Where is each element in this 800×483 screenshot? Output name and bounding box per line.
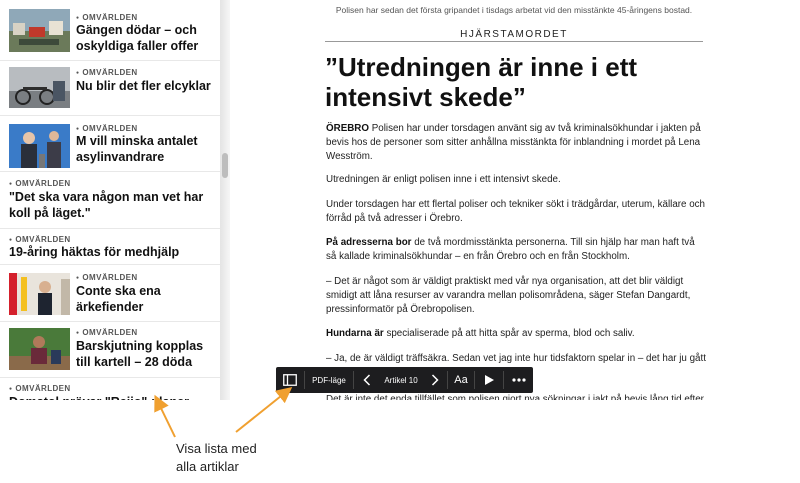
category-label: ● OMVÄRLDEN: [76, 68, 138, 77]
category-label: ● OMVÄRLDEN: [9, 235, 71, 244]
article-title: ”Utredningen är inne i ett intensivt skede”: [325, 52, 638, 112]
category-label: ● OMVÄRLDEN: [76, 273, 138, 282]
article-paragraph: – Ja, de är väldigt träffsäkra. Sedan vet jag inte hur tidsfaktorn spelar in – det har ju gått: [326, 353, 706, 364]
section-label: HJÄRSTAMORDET: [460, 29, 568, 40]
headline: Conte ska ena ärkefiender: [76, 284, 161, 314]
article-indicator: Artikel 10: [384, 375, 418, 385]
category-label: ● OMVÄRLDEN: [76, 124, 138, 133]
photo-caption: Polisen har sedan det första gripandet i tisdags arbetat vid den misstänkte 45-åringens bostad.: [335, 5, 693, 15]
paragraph-lead: ÖREBRO: [326, 123, 370, 134]
headline: Barskjutning kopplas till kartell – 28 döda: [76, 339, 204, 369]
category-label: ● OMVÄRLDEN: [76, 13, 138, 22]
annotation-label: Visa lista med alla artiklar: [176, 441, 257, 474]
paragraph-text: Polisen har under torsdagen använt sig av två kriminalsökhundar i jakten på bevis hos de personer som sitter anhållna misstänkta för inblandning i mordet på Lena Wesström.: [326, 123, 701, 162]
category-label: ● OMVÄRLDEN: [76, 328, 138, 337]
paragraph-text: de två mordmisstänkta personerna. Till sin hjälp har man haft två så kallade kriminalsökhundar – en från Örebro och en från Stockholm.: [326, 237, 695, 262]
text-size-button[interactable]: Aa: [454, 374, 468, 386]
pdf-mode-button[interactable]: PDF-läge: [312, 375, 346, 385]
headline: 19-åring häktas för medhjälp: [9, 245, 180, 259]
article-paragraph: Utredningen är enligt polisen inne i ett intensivt skede.: [326, 174, 561, 185]
category-label: ● OMVÄRLDEN: [9, 384, 71, 393]
article-paragraph: Under torsdagen har ett flertal poliser och tekniker sökt i trädgårdar, uterum, källare och förråd på två adresser i Örebro.: [326, 199, 706, 224]
headline: "Det ska vara någon man vet har koll på läget.": [9, 190, 204, 220]
paragraph-lead: Hundarna är: [326, 328, 384, 339]
headline: Gängen dödar – och oskyldiga faller offer: [76, 23, 199, 53]
paragraph-lead: På adresserna bor: [326, 237, 412, 248]
article-paragraph: – Det är något som är väldigt praktiskt med vår nya organisation, att det blir väldigt smidigt att låna resurser av varandra mellan polisområdena, säger Stefan Dangardt, pressinformatör på Örebropolisen.: [326, 276, 691, 315]
headline: Nu blir det fler elcyklar: [76, 79, 211, 93]
category-label: ● OMVÄRLDEN: [9, 179, 71, 188]
headline: M vill minska antalet asylinvandrare: [76, 134, 198, 164]
paragraph-text: specialiserade på att hitta spår av sperma, blod och saliv.: [383, 328, 635, 339]
